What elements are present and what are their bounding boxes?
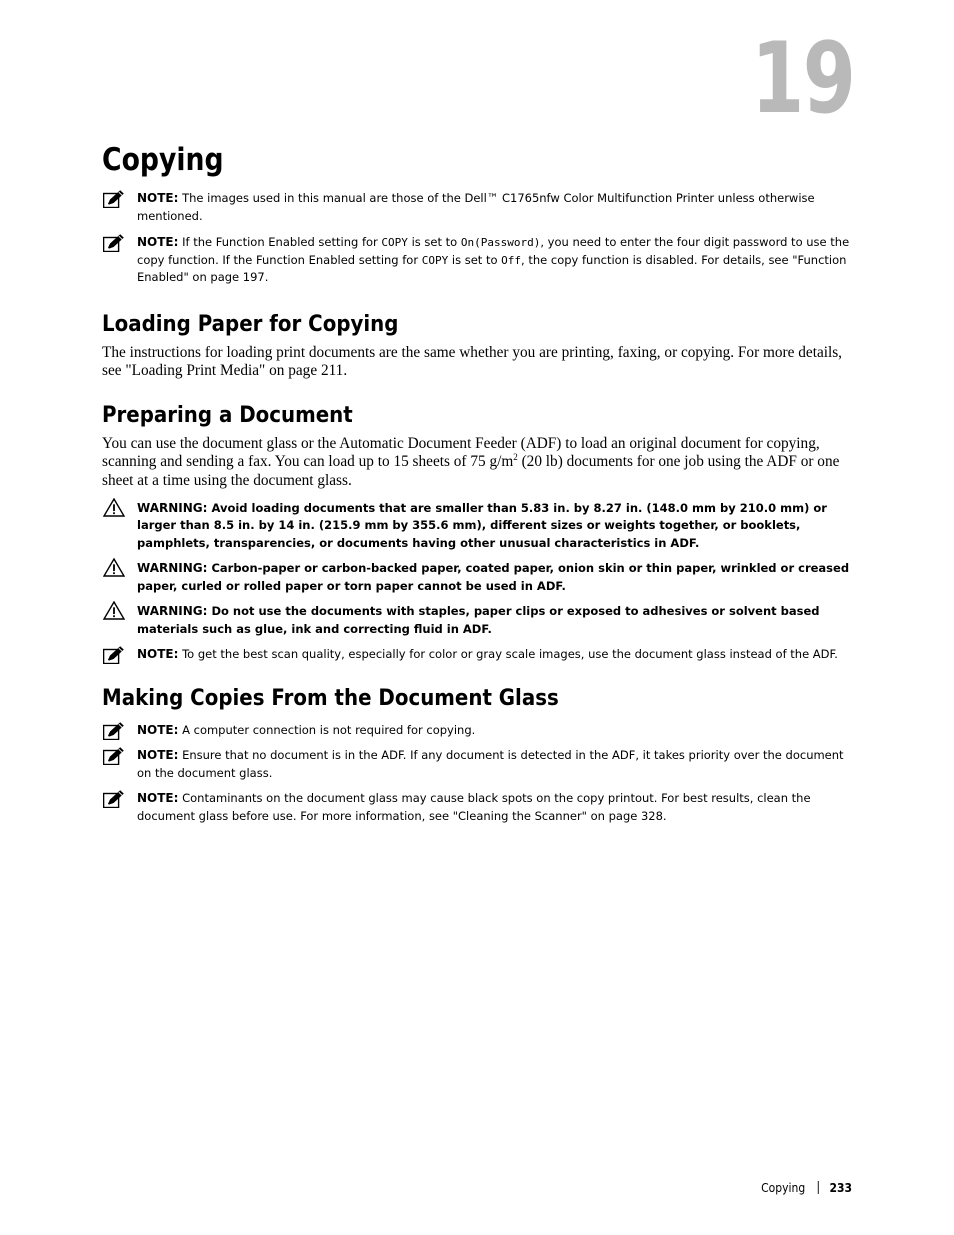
warning-label: WARNING: bbox=[137, 561, 208, 576]
note-manual-images bbox=[102, 190, 852, 225]
note-label: NOTE: bbox=[137, 722, 179, 737]
page-footer bbox=[761, 1181, 852, 1195]
note-label: NOTE: bbox=[137, 191, 179, 205]
page-number: 233 bbox=[829, 1181, 852, 1195]
pencil-note-icon bbox=[103, 646, 125, 664]
warning-triangle-icon bbox=[103, 498, 125, 517]
body-text: You can use the document glass or the Automatic Document Feeder (ADF) to load an original document for copying, scanning and sending a fax. You can load up to 15 sheets of 75 g/m bbox=[102, 435, 820, 471]
warning-staples bbox=[102, 603, 852, 638]
note-text: is set to bbox=[411, 235, 458, 249]
note-text: A computer connection is not required for copying. bbox=[182, 722, 476, 737]
note-text: , you need to enter the four digit password to use the copy function. If the Function Enabled setting for bbox=[137, 235, 850, 267]
note-label: NOTE: bbox=[137, 235, 179, 249]
pencil-note-icon bbox=[103, 722, 125, 740]
warning-triangle-icon bbox=[103, 558, 125, 577]
pencil-note-icon bbox=[103, 747, 125, 765]
note-adf-priority bbox=[102, 747, 852, 782]
note-text: Ensure that no document is in the ADF. If any document is detected in the ADF, it takes priority over the document on the document glass. bbox=[137, 748, 844, 780]
note-text: , the copy function is disabled. For details, see "Function Enabled" on page 197. bbox=[137, 252, 847, 284]
pencil-note-icon bbox=[103, 234, 125, 252]
note-label: NOTE: bbox=[137, 748, 179, 763]
chapter-number: 19 bbox=[750, 22, 854, 136]
setting-value: COPY bbox=[421, 253, 449, 267]
warning-triangle-icon bbox=[103, 601, 125, 620]
note-text: Contaminants on the document glass may cause black spots on the copy printout. For best results, clean the document glass before use. For more information, see "Cleaning the Scanner" on page 328. bbox=[137, 791, 811, 823]
setting-value: COPY bbox=[381, 236, 408, 249]
footer-section: Copying bbox=[761, 1181, 806, 1195]
footer-divider bbox=[818, 1181, 819, 1194]
warning-text: Avoid loading documents that are smaller than 5.83 in. by 8.27 in. (148.0 mm by 210.0 mm) or larger than 8.5 in. by 14 in. (215.9 mm by 355.6 mm), different sizes or weights together, or booklets, pamphlets, transparencies, or documents having other unusual characteristics in ADF. bbox=[137, 500, 827, 550]
warning-label: WARNING: bbox=[137, 604, 208, 619]
note-contaminants bbox=[102, 790, 852, 825]
warning-text: Do not use the documents with staples, paper clips or exposed to adhesives or solvent based materials such as glue, ink and correcting fluid in ADF. bbox=[137, 604, 820, 636]
setting-value: Off bbox=[501, 253, 522, 267]
preparing-document-body bbox=[102, 435, 852, 490]
note-text: The images used in this manual are those of the Dell™ C1765nfw Color Multifunction Printer unless otherwise mentioned. bbox=[137, 191, 815, 223]
note-text: To get the best scan quality, especially for color or gray scale images, use the document glass instead of the ADF. bbox=[182, 647, 838, 662]
note-label: NOTE: bbox=[137, 791, 179, 806]
page-title: Copying bbox=[102, 142, 224, 178]
note-label: NOTE: bbox=[137, 647, 179, 662]
note-text: is set to bbox=[451, 252, 498, 267]
page-content bbox=[102, 190, 852, 825]
heading-making-copies: Making Copies From the Document Glass bbox=[102, 684, 559, 711]
pencil-note-icon bbox=[103, 790, 125, 808]
superscript: 2 bbox=[513, 452, 518, 463]
note-text: If the Function Enabled setting for bbox=[182, 235, 378, 249]
note-computer-connection bbox=[102, 722, 852, 740]
warning-document-size bbox=[102, 500, 852, 553]
warning-text: Carbon-paper or carbon-backed paper, coated paper, onion skin or thin paper, wrinkled or creased paper, curled or rolled paper or torn paper cannot be used in ADF. bbox=[137, 561, 850, 593]
setting-value: On(Password) bbox=[460, 236, 541, 249]
body-text: (20 lb) documents for one job using the ADF or one sheet at a time using the document glass. bbox=[102, 453, 840, 489]
note-function-enabled bbox=[102, 234, 852, 287]
pencil-note-icon bbox=[103, 190, 125, 208]
warning-paper-types bbox=[102, 560, 852, 595]
warning-label: WARNING: bbox=[137, 500, 208, 515]
loading-paper-body: The instructions for loading print documents are the same whether you are printing, faxing, or copying. For more details, see "Loading Print Media" on page 211. bbox=[102, 343, 843, 379]
note-scan-quality bbox=[102, 646, 852, 664]
heading-loading-paper: Loading Paper for Copying bbox=[102, 310, 399, 337]
heading-preparing-document: Preparing a Document bbox=[102, 402, 353, 429]
